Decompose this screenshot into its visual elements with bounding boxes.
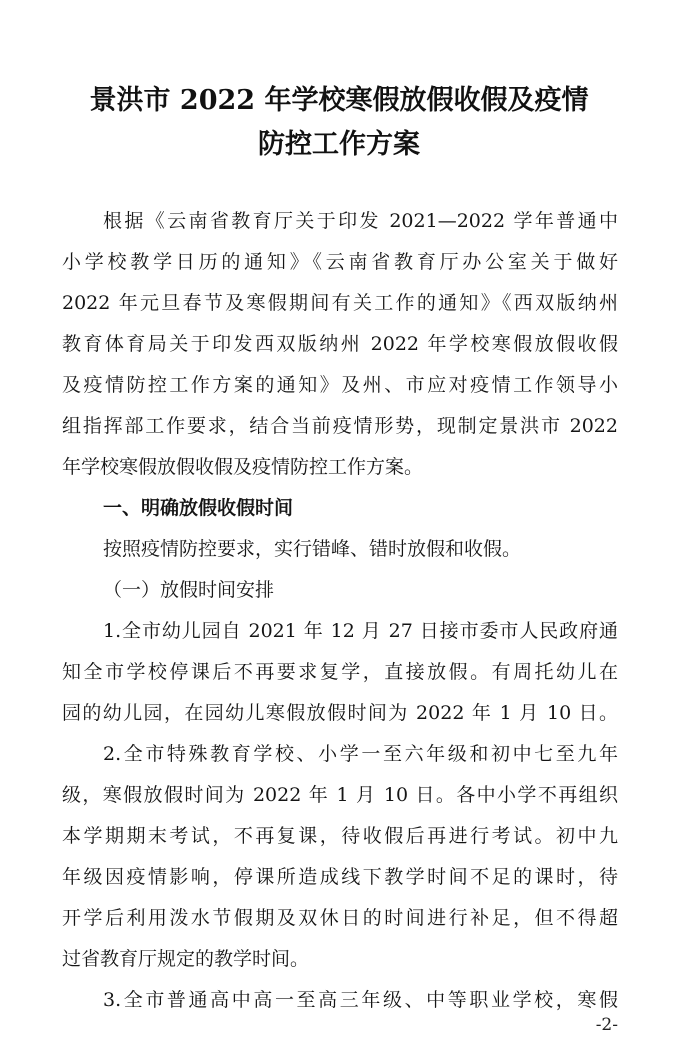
paragraph-line: 2022 年元旦春节及寒假期间有关工作的通知》《西双版纳州 (62, 292, 618, 314)
paragraph-line: 过省教育厅规定的教学时间。 (62, 948, 310, 970)
paragraph-line: 按照疫情防控要求，实行错峰、错时放假和收假。 (103, 538, 522, 560)
paragraph-line: 1.全市幼儿园自 2021 年 12 月 27 日接市委市人民政府通 (103, 620, 618, 642)
paragraph-line: 2.全市特殊教育学校、小学一至六年级和初中七至九年 (103, 743, 618, 765)
paragraph-line: 园的幼儿园，在园幼儿寒假放假时间为 2022 年 1 月 10 日。 (62, 702, 618, 724)
paragraph-line: 知全市学校停课后不再要求复学，直接放假。有周托幼儿在 (62, 661, 618, 683)
subsection-heading: （一）放假时间安排 (103, 579, 275, 601)
paragraph-line: 3.全市普通高中高一至高三年级、中等职业学校，寒假 (103, 989, 618, 1011)
paragraph-line: 小学校教学日历的通知》《云南省教育厅办公室关于做好 (62, 251, 618, 273)
paragraph-line: 教育体育局关于印发西双版纳州 2022 年学校寒假放假收假 (62, 333, 618, 355)
paragraph-line: 开学后利用泼水节假期及双休日的时间进行补足，但不得超 (62, 907, 618, 929)
document-title-line-2: 防控工作方案 (258, 129, 420, 160)
paragraph-line: 及疫情防控工作方案的通知》及州、市应对疫情工作领导小 (62, 374, 618, 396)
page-number: -2- (595, 1015, 618, 1035)
section-heading: 一、明确放假收假时间 (103, 497, 294, 519)
paragraph-line: 本学期期末考试，不再复课，待收假后再进行考试。初中九 (62, 825, 618, 847)
paragraph-line: 年学校寒假放假收假及疫情防控工作方案。 (62, 456, 424, 478)
paragraph-line: 组指挥部工作要求，结合当前疫情形势，现制定景洪市 2022 (62, 415, 618, 437)
paragraph-line: 级，寒假放假时间为 2022 年 1 月 10 日。各中小学不再组织 (62, 784, 618, 806)
document-title-line-1: 景洪市 2022 年学校寒假放假收假及疫情 (89, 85, 589, 116)
paragraph-line: 年级因疫情影响，停课所造成线下教学时间不足的课时，待 (62, 866, 618, 888)
paragraph-line: 根据《云南省教育厅关于印发 2021—2022 学年普通中 (103, 210, 618, 232)
